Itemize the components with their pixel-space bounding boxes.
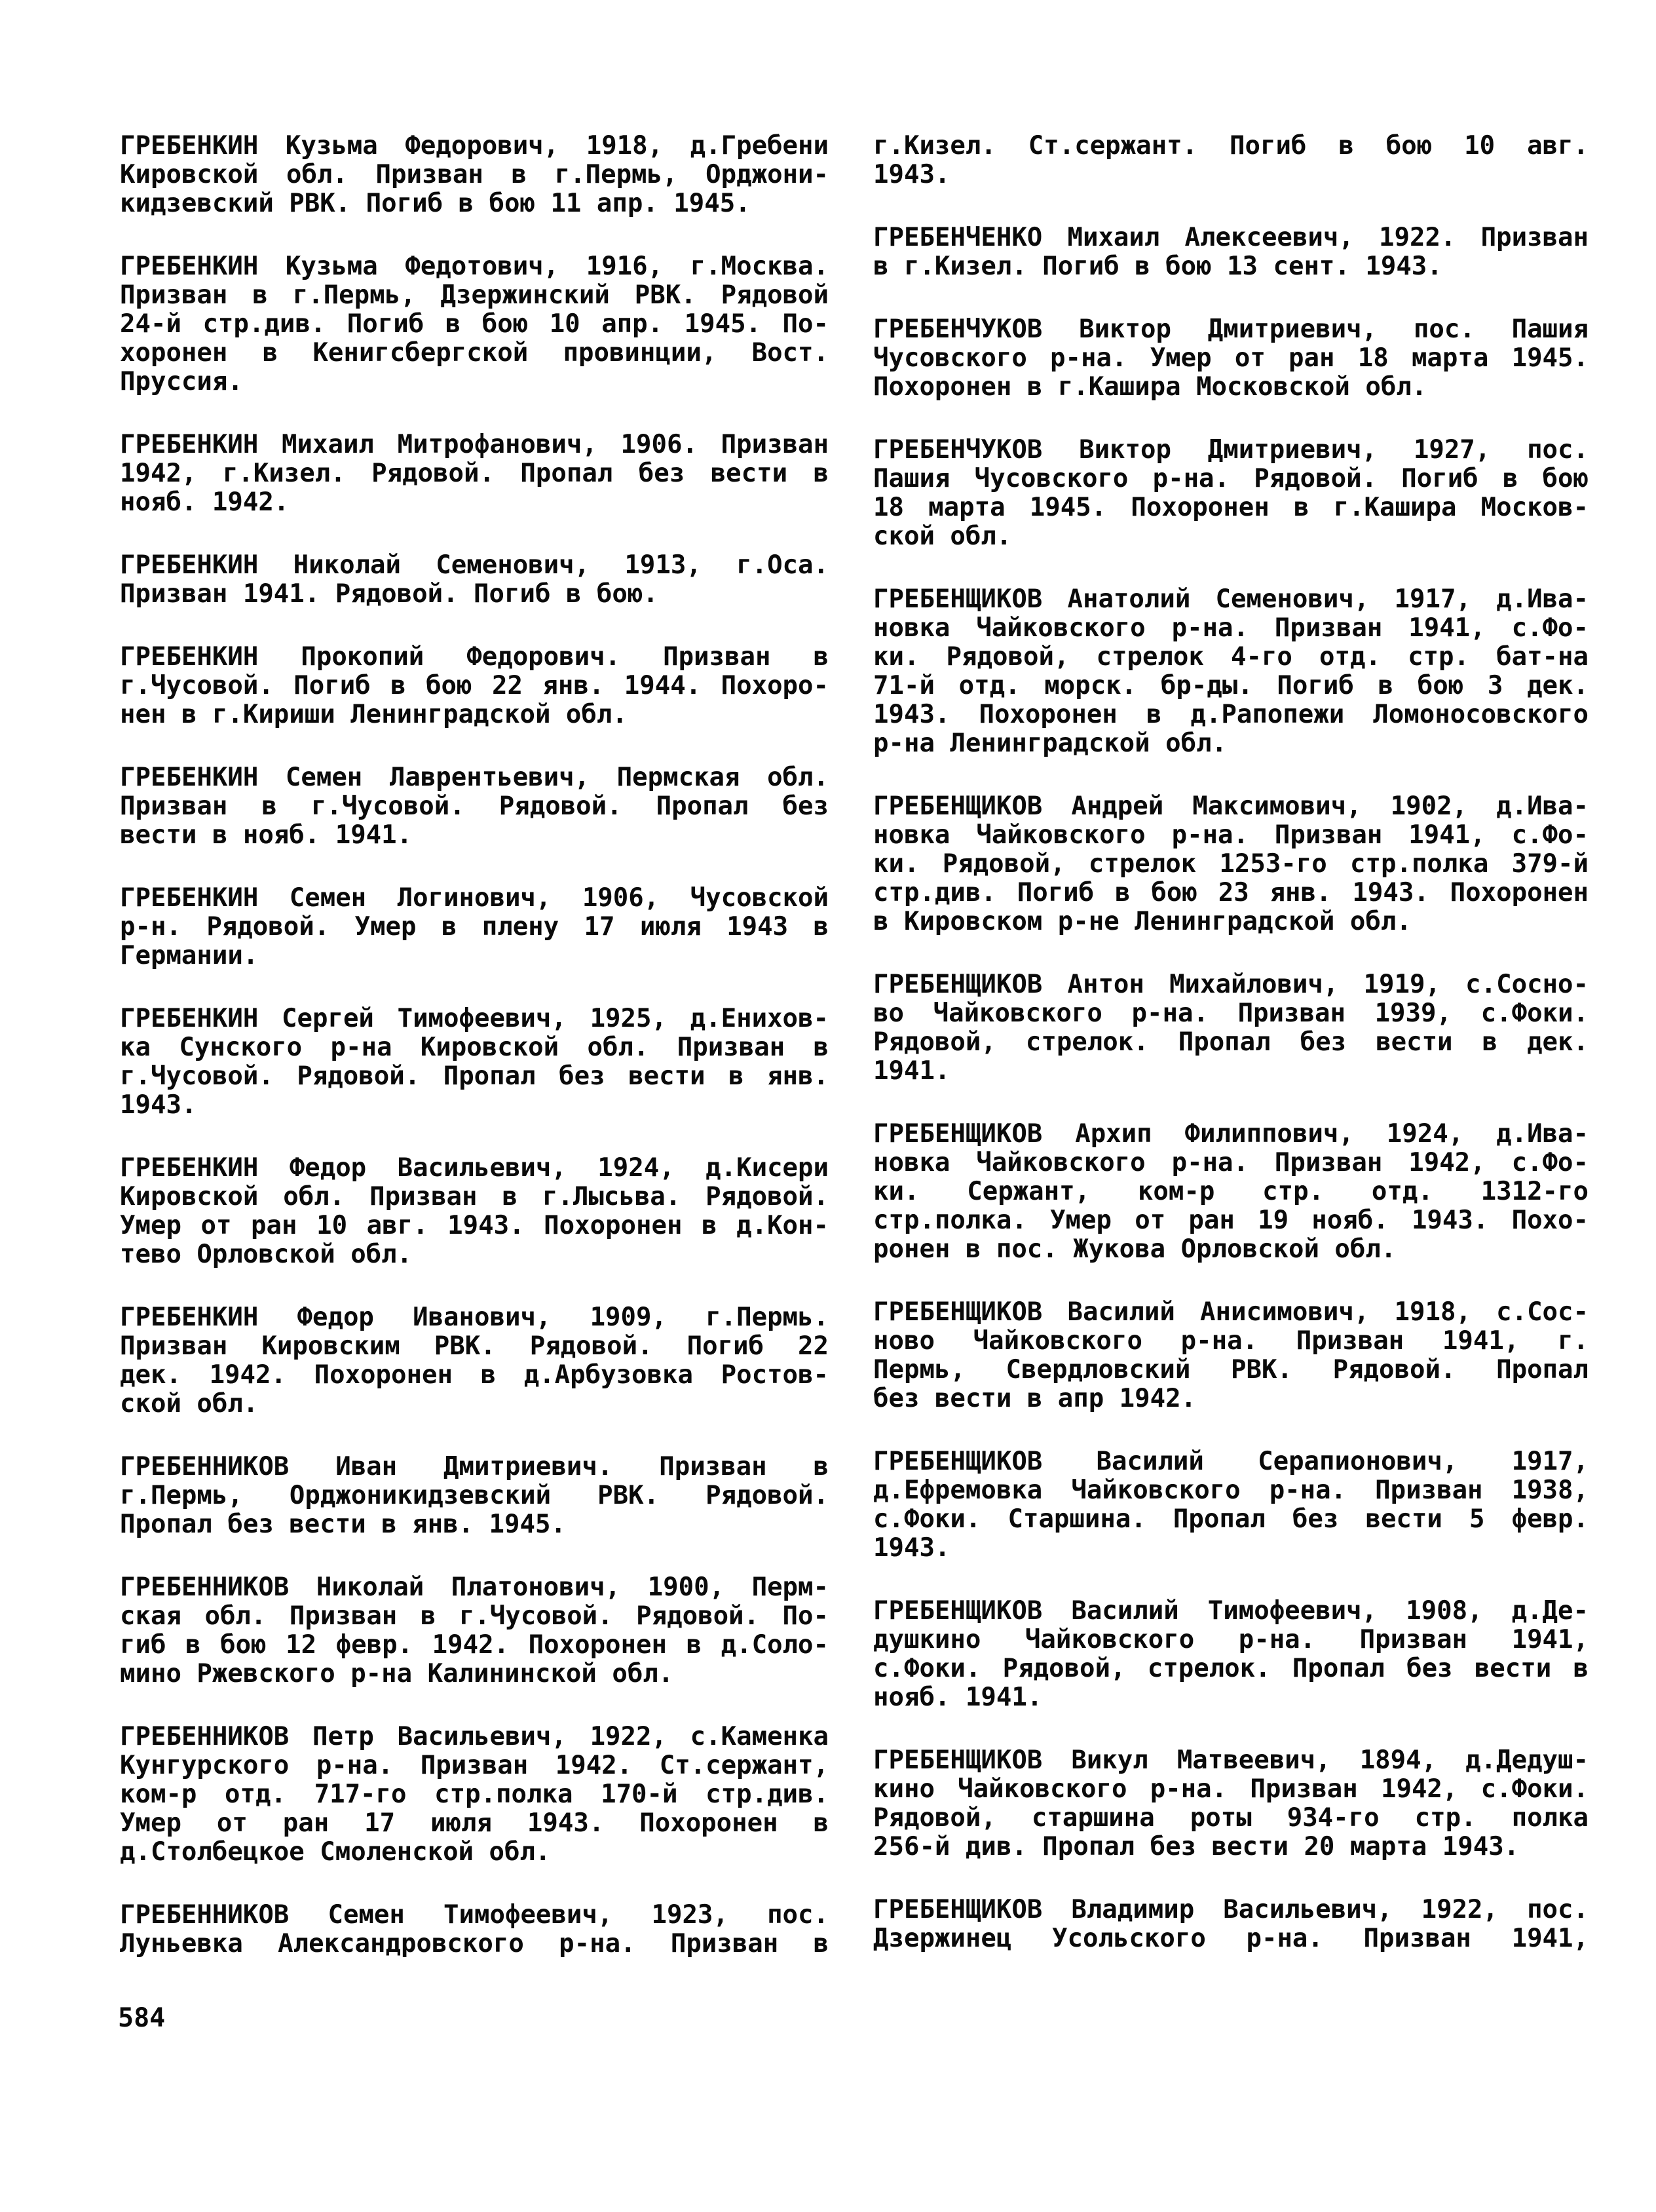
entry-line: ново Чайковского р-на. Призван 1941, г. [873,1326,1589,1356]
entry-line: ГРЕБЕНКИН Николай Семенович, 1913, г.Оса. [120,550,829,580]
memorial-entry [873,223,1589,281]
entry-line: г.Кизел. Ст.сержант. Погиб в бою 10 авг. [873,131,1589,161]
memorial-entry [873,970,1589,1086]
left-column [120,132,829,1993]
entry-line: ки. Рядовой, стрелок 1253-го стр.полка 379-й [873,849,1589,879]
entry-line: гиб в бою 12 февр. 1942. Похоронен в д.Соло- [120,1630,829,1660]
entry-line: Рядовой, старшина роты 934-го стр. полка [873,1803,1589,1833]
memorial-entry [873,315,1589,402]
entry-line: в Кировском р-не Ленинградской обл. [873,907,1412,936]
memorial-entry [873,1120,1589,1264]
entry-line: 24-й стр.див. Погиб в бою 10 апр. 1945. По- [120,309,829,339]
entry-line: ГРЕБЕНЩИКОВ Антон Михайлович, 1919, с.Сосно- [873,970,1589,999]
entry-line: ронен в пос. Жукова Орловской обл. [873,1234,1397,1264]
memorial-entry [120,1901,829,1958]
entry-line: ГРЕБЕНЩИКОВ Анатолий Семенович, 1917, д.Ива- [873,584,1589,614]
entry-line: ГРЕБЕНКИН Кузьма Федорович, 1918, д.Гребени [120,131,829,161]
entry-line: 256-й див. Пропал без вести 20 марта 1943. [873,1832,1520,1861]
entry-line: ГРЕБЕНКИН Кузьма Федотович, 1916, г.Москва. [120,252,829,281]
entry-line: в г.Кизел. Погиб в бою 13 сент. 1943. [873,252,1442,281]
entry-line: р-н. Рядовой. Умер в плену 17 июля 1943 в [120,912,829,942]
entry-line: Дзержинец Усольского р-на. Призван 1941, [873,1924,1589,1953]
memorial-entry [120,1004,829,1120]
entry-line: 18 марта 1945. Похоронен в г.Кашира Москов- [873,493,1589,522]
memorial-entry [120,1303,829,1419]
entry-line: ская обл. Призван в г.Чусовой. Рядовой. По- [120,1601,829,1631]
entry-line: Кунгурского р-на. Призван 1942. Ст.сержант, [120,1751,829,1780]
entry-line: нояб. 1941. [873,1683,1043,1712]
memorial-entry [873,792,1589,936]
memorial-entry [873,436,1589,551]
entry-line: стр.див. Погиб в бою 23 янв. 1943. Похоронен [873,878,1589,907]
memorial-entry [120,430,829,517]
entry-line: Кировской обл. Призван в г.Лысьва. Рядовой. [120,1182,829,1211]
entry-line: Кировской обл. Призван в г.Пермь, Орджони- [120,160,829,189]
entry-line: хоронен в Кенигсбергской провинции, Вост. [120,338,829,368]
memorial-entry [873,1597,1589,1712]
memorial-entry [873,1298,1589,1413]
memorial-entry [120,1573,829,1688]
entry-line: ГРЕБЕНКИН Федор Васильевич, 1924, д.Кисери [120,1153,829,1183]
entry-line: дек. 1942. Похоронен в д.Арбузовка Ростов- [120,1360,829,1390]
entry-line: ГРЕБЕННИКОВ Николай Платонович, 1900, Перм- [120,1573,829,1602]
memorial-entry [873,1447,1589,1563]
entry-line: 1942, г.Кизел. Рядовой. Пропал без вести в [120,459,829,488]
entry-line: Умер от ран 17 июля 1943. Похоронен в [120,1808,829,1838]
entry-line: ГРЕБЕНЩИКОВ Василий Анисимович, 1918, с.Сос- [873,1297,1589,1327]
entry-line: Умер от ран 10 авг. 1943. Похоронен в д.Кон- [120,1211,829,1240]
entry-line: тево Орловской обл. [120,1240,413,1269]
memorial-entry [120,1154,829,1269]
memorial-entry [120,551,829,609]
entry-line: д.Ефремовка Чайковского р-на. Призван 1938, [873,1476,1589,1505]
entry-line: ГРЕБЕНКИН Семен Логинович, 1906, Чусовской [120,883,829,913]
entry-line: ГРЕБЕНЩИКОВ Архип Филиппович, 1924, д.Ива- [873,1119,1589,1149]
memorial-entry [120,132,829,218]
right-column [873,132,1589,1987]
entry-line: вести в нояб. 1941. [120,820,413,850]
entry-line: д.Столбецкое Смоленской обл. [120,1837,551,1867]
entry-line: г.Чусовой. Рядовой. Пропал без вести в янв. [120,1061,829,1091]
entry-line: ГРЕБЕННИКОВ Иван Дмитриевич. Призван в [120,1452,829,1481]
entry-line: новка Чайковского р-на. Призван 1941, с.Фо- [873,820,1589,850]
entry-line: ГРЕБЕНКИН Семен Лаврентьевич, Пермская обл. [120,763,829,792]
entry-line: ГРЕБЕНКИН Михаил Митрофанович, 1906. Призван [120,430,829,459]
memorial-entry [873,1746,1589,1861]
entry-line: новка Чайковского р-на. Призван 1942, с.Фо- [873,1148,1589,1177]
entry-line: Призван в г.Чусовой. Рядовой. Пропал без [120,791,829,821]
memorial-entry [120,1453,829,1539]
entry-line: ГРЕБЕНЧУКОВ Виктор Дмитриевич, 1927, пос. [873,435,1589,465]
entry-line: душкино Чайковского р-на. Призван 1941, [873,1625,1589,1654]
entry-line: с.Фоки. Старшина. Пропал без вести 5 февр. [873,1504,1589,1534]
entry-line: ской обл. [873,522,1012,551]
entry-line: нояб. 1942. [120,487,290,517]
entry-line: ГРЕБЕНКИН Федор Иванович, 1909, г.Пермь. [120,1303,829,1332]
entry-line: Призван 1941. Рядовой. Погиб в бою. [120,579,658,609]
memorial-entry [873,1896,1589,1953]
entry-line: ки. Рядовой, стрелок 4-го отд. стр. бат-на [873,642,1589,672]
entry-line: 71-й отд. морск. бр-ды. Погиб в бою 3 дек. [873,671,1589,700]
entry-line: без вести в апр 1942. [873,1384,1197,1413]
entry-line: Пермь, Свердловский РВК. Рядовой. Пропал [873,1355,1589,1384]
memorial-entry [120,643,829,729]
entry-line: ГРЕБЕННИКОВ Семен Тимофеевич, 1923, пос. [120,1900,829,1930]
memorial-entry [120,252,829,396]
entry-line: Пашия Чусовского р-на. Рядовой. Погиб в бою [873,464,1589,493]
entry-line: кино Чайковского р-на. Призван 1942, с.Фоки. [873,1774,1589,1804]
entry-line: Призван в г.Пермь, Дзержинский РВК. Рядовой [120,280,829,310]
page-number: 584 [118,2003,166,2033]
entry-line: ком-р отд. 717-го стр.полка 170-й стр.див. [120,1780,829,1809]
entry-line: ка Сунского р-на Кировской обл. Призван в [120,1033,829,1062]
entry-line: Чусовского р-на. Умер от ран 18 марта 1945. [873,343,1589,373]
entry-line: ГРЕБЕНКИН Сергей Тимофеевич, 1925, д.Енихов- [120,1004,829,1033]
entry-line: Призван Кировским РВК. Рядовой. Погиб 22 [120,1331,829,1361]
entry-line: г.Чусовой. Погиб в бою 22 янв. 1944. Похоро- [120,671,829,700]
entry-line: ской обл. [120,1389,259,1419]
entry-line: ГРЕБЕНЧУКОВ Виктор Дмитриевич, пос. Пашия [873,315,1589,344]
entry-line: Пропал без вести в янв. 1945. [120,1510,566,1539]
entry-line: Рядовой, стрелок. Пропал без вести в дек. [873,1027,1589,1057]
entry-line: 1943. Похоронен в д.Рапопежи Ломоносовского [873,700,1589,729]
memorial-entry [120,763,829,850]
entry-line: 1941. [873,1056,950,1086]
entry-line: ГРЕБЕННИКОВ Петр Васильевич, 1922, с.Каменка [120,1722,829,1751]
entry-line: во Чайковского р-на. Призван 1939, с.Фоки. [873,999,1589,1028]
entry-line: Луньевка Александровского р-на. Призван в [120,1929,829,1958]
entry-line: с.Фоки. Рядовой, стрелок. Пропал без вести в [873,1654,1589,1683]
entry-line: г.Пермь, Орджоникидзевский РВК. Рядовой. [120,1481,829,1510]
entry-line: кидзевский РВК. Погиб в бою 11 апр. 1945. [120,189,751,218]
entry-line: ки. Сержант, ком-р стр. отд. 1312-го [873,1177,1589,1206]
entry-line: Похоронен в г.Кашира Московской обл. [873,372,1427,402]
entry-line: Пруссия. [120,367,243,396]
entry-line: ГРЕБЕНЧЕНКО Михаил Алексеевич, 1922. Призван [873,223,1589,252]
entry-line: ГРЕБЕНЩИКОВ Владимир Васильевич, 1922, пос. [873,1895,1589,1924]
entry-line: стр.полка. Умер от ран 19 нояб. 1943. Похо- [873,1206,1589,1235]
entry-line: 1943. [120,1090,197,1120]
memorial-entry [873,585,1589,758]
entry-line: 1943. [873,160,950,189]
entry-line: новка Чайковского р-на. Призван 1941, с.Фо- [873,613,1589,643]
memorial-entry [120,1723,829,1867]
memorial-entry [120,884,829,970]
memorial-entry [873,132,1589,189]
entry-line: нен в г.Кириши Ленинградской обл. [120,700,628,729]
entry-line: ГРЕБЕНЩИКОВ Василий Серапионович, 1917, [873,1447,1589,1476]
entry-line: ГРЕБЕНЩИКОВ Андрей Максимович, 1902, д.Ива- [873,791,1589,821]
entry-line: мино Ржевского р-на Калининской обл. [120,1659,674,1688]
entry-line: ГРЕБЕНКИН Прокопий Федорович. Призван в [120,642,829,672]
entry-line: р-на Ленинградской обл. [873,729,1228,758]
entry-line: Германии. [120,941,259,970]
entry-line: ГРЕБЕНЩИКОВ Викул Матвеевич, 1894, д.Дедуш- [873,1745,1589,1775]
entry-line: 1943. [873,1533,950,1563]
entry-line: ГРЕБЕНЩИКОВ Василий Тимофеевич, 1908, д.Де- [873,1596,1589,1626]
